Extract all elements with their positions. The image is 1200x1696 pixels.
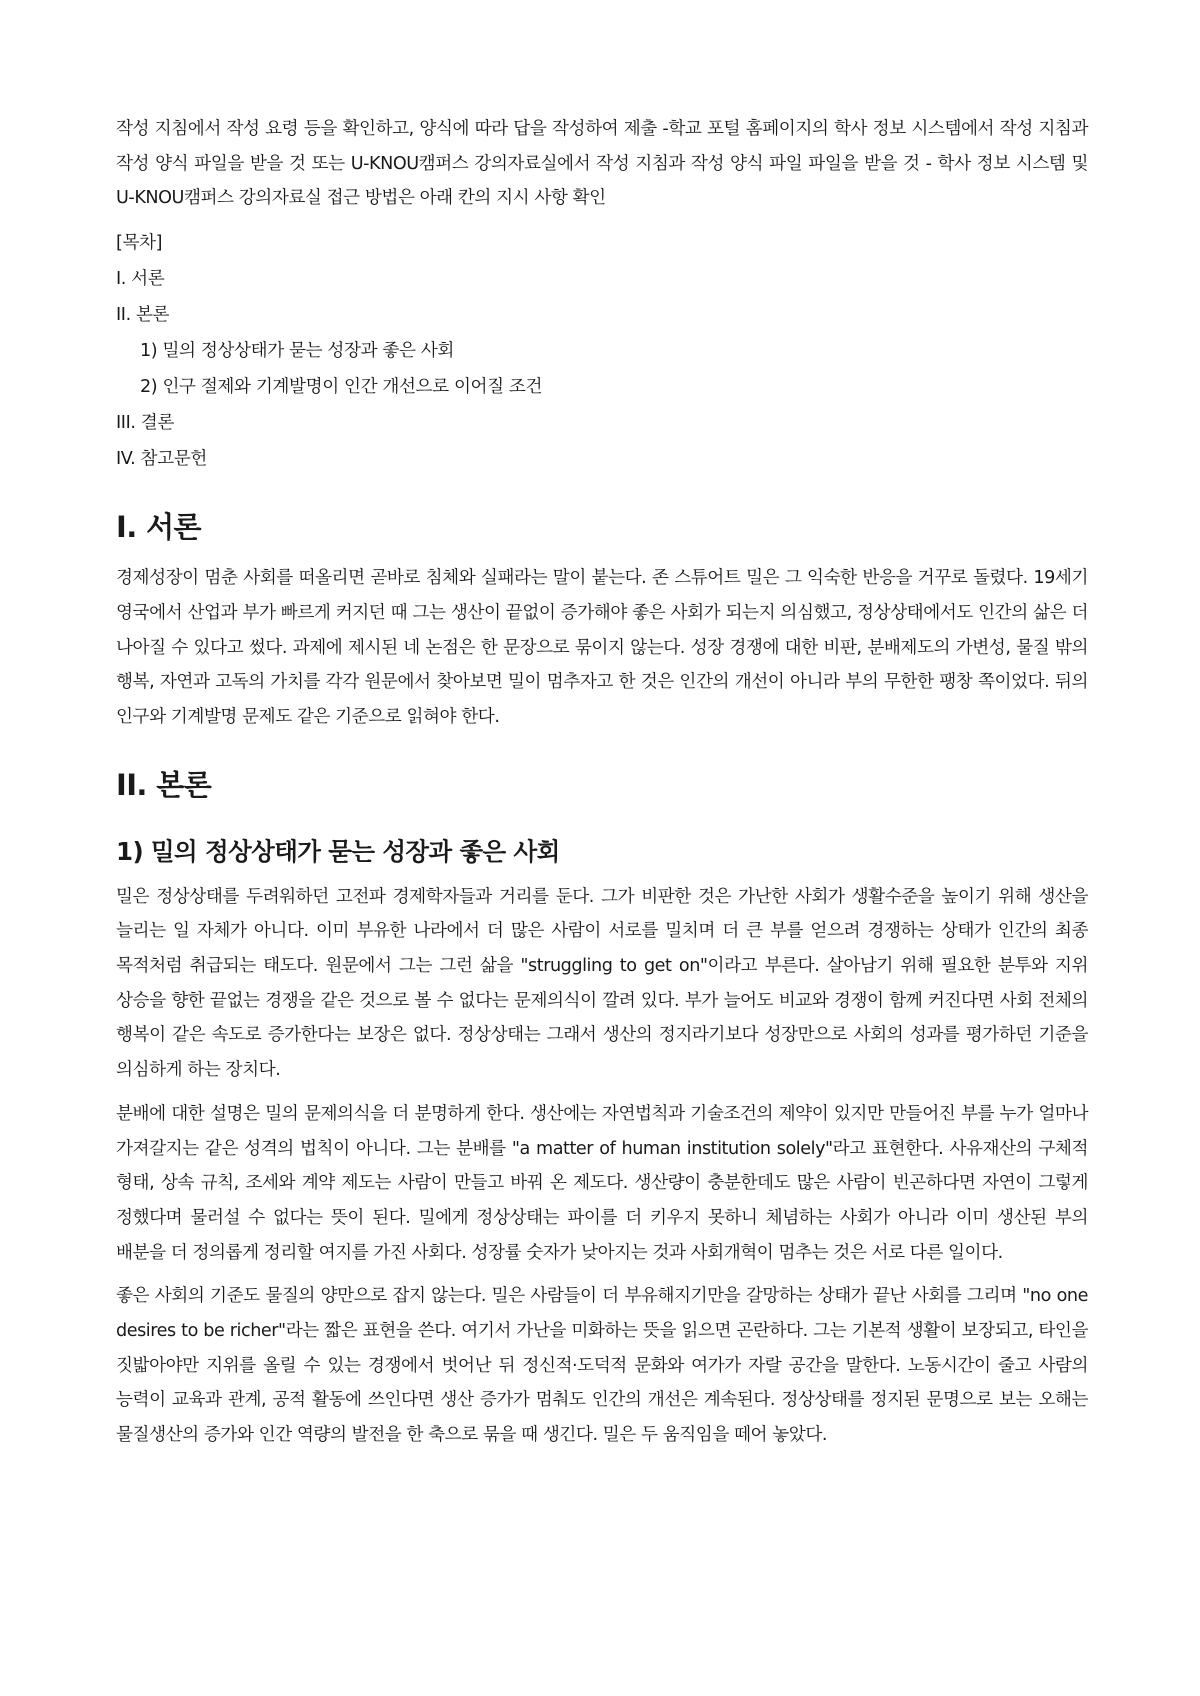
toc-item: III. 결론 [116,413,174,434]
toc-item: II. 본론 [116,305,170,326]
body-paragraph: 좋은 사회의 기준도 물질의 양만으로 잡지 않는다. 밀은 사람들이 더 부유해지기만을 갈망하는 상태가 끝난 사회를 그리며 "no one desires to be richer"라는 짧은 표현을 쓴다. 여기서 가난을 미화하는 뜻을 읽으면 곤란하다. 그는 기본적 생활이 보장되고, 타인을 짓밟아야만 지위를 올릴 수 있는 경쟁에서 벗어난 뒤 정신적·도덕적 문화와 여가가 자랄 공간을 말한다. 노동시간이 줄고 사람의 능력이 교육과 관계, 공적 활동에 쓰인다면 생산 증가가 멈춰도 인간의 개선은 계속된다. 정상상태를 정지된 문명으로 보는 오해는 물질생산의 증가와 인간 역량의 발전을 한 축으로 묶을 때 생긴다. 밀은 두 움직임을 떼어 놓았다. [116,1286,1088,1446]
section-heading-introduction: I. 서론 [116,510,201,545]
body-paragraph: 밀은 정상상태를 두려워하던 고전파 경제학자들과 거리를 둔다. 그가 비판한 것은 가난한 사회가 생활수준을 높이기 위해 생산을 늘리는 일 자체가 아니다. 이미 부유한 나라에서 더 많은 사람이 서로를 밀치며 더 큰 부를 얻으려 경쟁하는 상태가 인간의 최종 목적처럼 취급되는 태도다. 원문에서 그는 그런 삶을 "struggling to get on"이라고 부른다. 살아남기 위해 필요한 분투와 지위 상승을 향한 끝없는 경쟁을 같은 것으로 볼 수 없다는 문제의식이 깔려 있다. 부가 늘어도 비교와 경쟁이 함께 커진다면 사회 전체의 행복이 같은 속도로 증가한다는 보장은 없다. 정상상태는 그래서 생산의 정지라기보다 성장만으로 사회의 성과를 평가하던 기준을 의심하게 하는 장치다. [116,886,1088,1081]
toc-heading: [목차] [116,233,163,254]
toc-item: I. 서론 [116,269,165,290]
subsection-heading-1: 1) 밀의 정상상태가 묻는 성장과 좋은 사회 [116,836,560,866]
body-paragraph: 분배에 대한 설명은 밀의 문제의식을 더 분명하게 한다. 생산에는 자연법칙과 기술조건의 제약이 있지만 만들어진 부를 누가 얼마나 가져갈지는 같은 성격의 법칙이 아니다. 그는 분배를 "a matter of human institution solely"라고 표현한다. 사유재산의 구체적 형태, 상속 규칙, 조세와 계약 제도는 사람이 만들고 바꿔 온 제도다. 생산량이 충분한데도 많은 사람이 빈곤하다면 자연이 그렇게 정했다며 물러설 수 없다는 뜻이 된다. 밀에게 정상상태는 파이를 더 키우지 못하니 체념하는 사회가 아니라 이미 생산된 부의 배분을 더 정의롭게 정리할 여지를 가진 사회다. 성장률 숫자가 낮아지는 것과 사회개혁이 멈추는 것은 서로 다른 일이다. [116,1103,1088,1263]
introduction-paragraph: 경제성장이 멈춘 사회를 떠올리면 곧바로 침체와 실패라는 말이 붙는다. 존 스튜어트 밀은 그 익숙한 반응을 거꾸로 돌렸다. 19세기 영국에서 산업과 부가 빠르게 커지던 때 그는 생산이 끝없이 증가해야 좋은 사회가 되는지 의심했고, 정상상태에서도 인간의 삶은 더 나아질 수 있다고 썼다. 과제에 제시된 네 논점은 한 문장으로 묶이지 않는다. 성장 경쟁에 대한 비판, 분배제도의 가변성, 물질 밖의 행복, 자연과 고독의 가치를 각각 원문에서 찾아보면 밀이 멈추자고 한 것은 인간의 개선이 아니라 부의 무한한 팽창 쪽이었다. 뒤의 인구와 기계발명 문제도 같은 기준으로 읽혀야 한다. [116,568,1088,727]
toc-item: 2) 인구 절제와 기계발명이 인간 개선으로 이어질 조건 [140,377,543,398]
toc-item: 1) 밀의 정상상태가 묻는 성장과 좋은 사회 [140,341,454,362]
intro-paragraph: 작성 지침에서 작성 요령 등을 확인하고, 양식에 따라 답을 작성하여 제출 -학교 포털 홈페이지의 학사 정보 시스템에서 작성 지침과 작성 양식 파일을 받을 것 또는 U-KNOU캠퍼스 강의자료실에서 작성 지침과 작성 양식 파일 파일을 받을 것 - 학사 정보 시스템 및 U-KNOU캠퍼스 강의자료실 접근 방법은 아래 칸의 지시 사항 확인 [116,119,1088,209]
document-page [116,112,1088,1462]
table-of-contents [116,261,1088,477]
section-heading-body: II. 본론 [116,767,212,802]
toc-item: IV. 참고문헌 [116,449,207,470]
